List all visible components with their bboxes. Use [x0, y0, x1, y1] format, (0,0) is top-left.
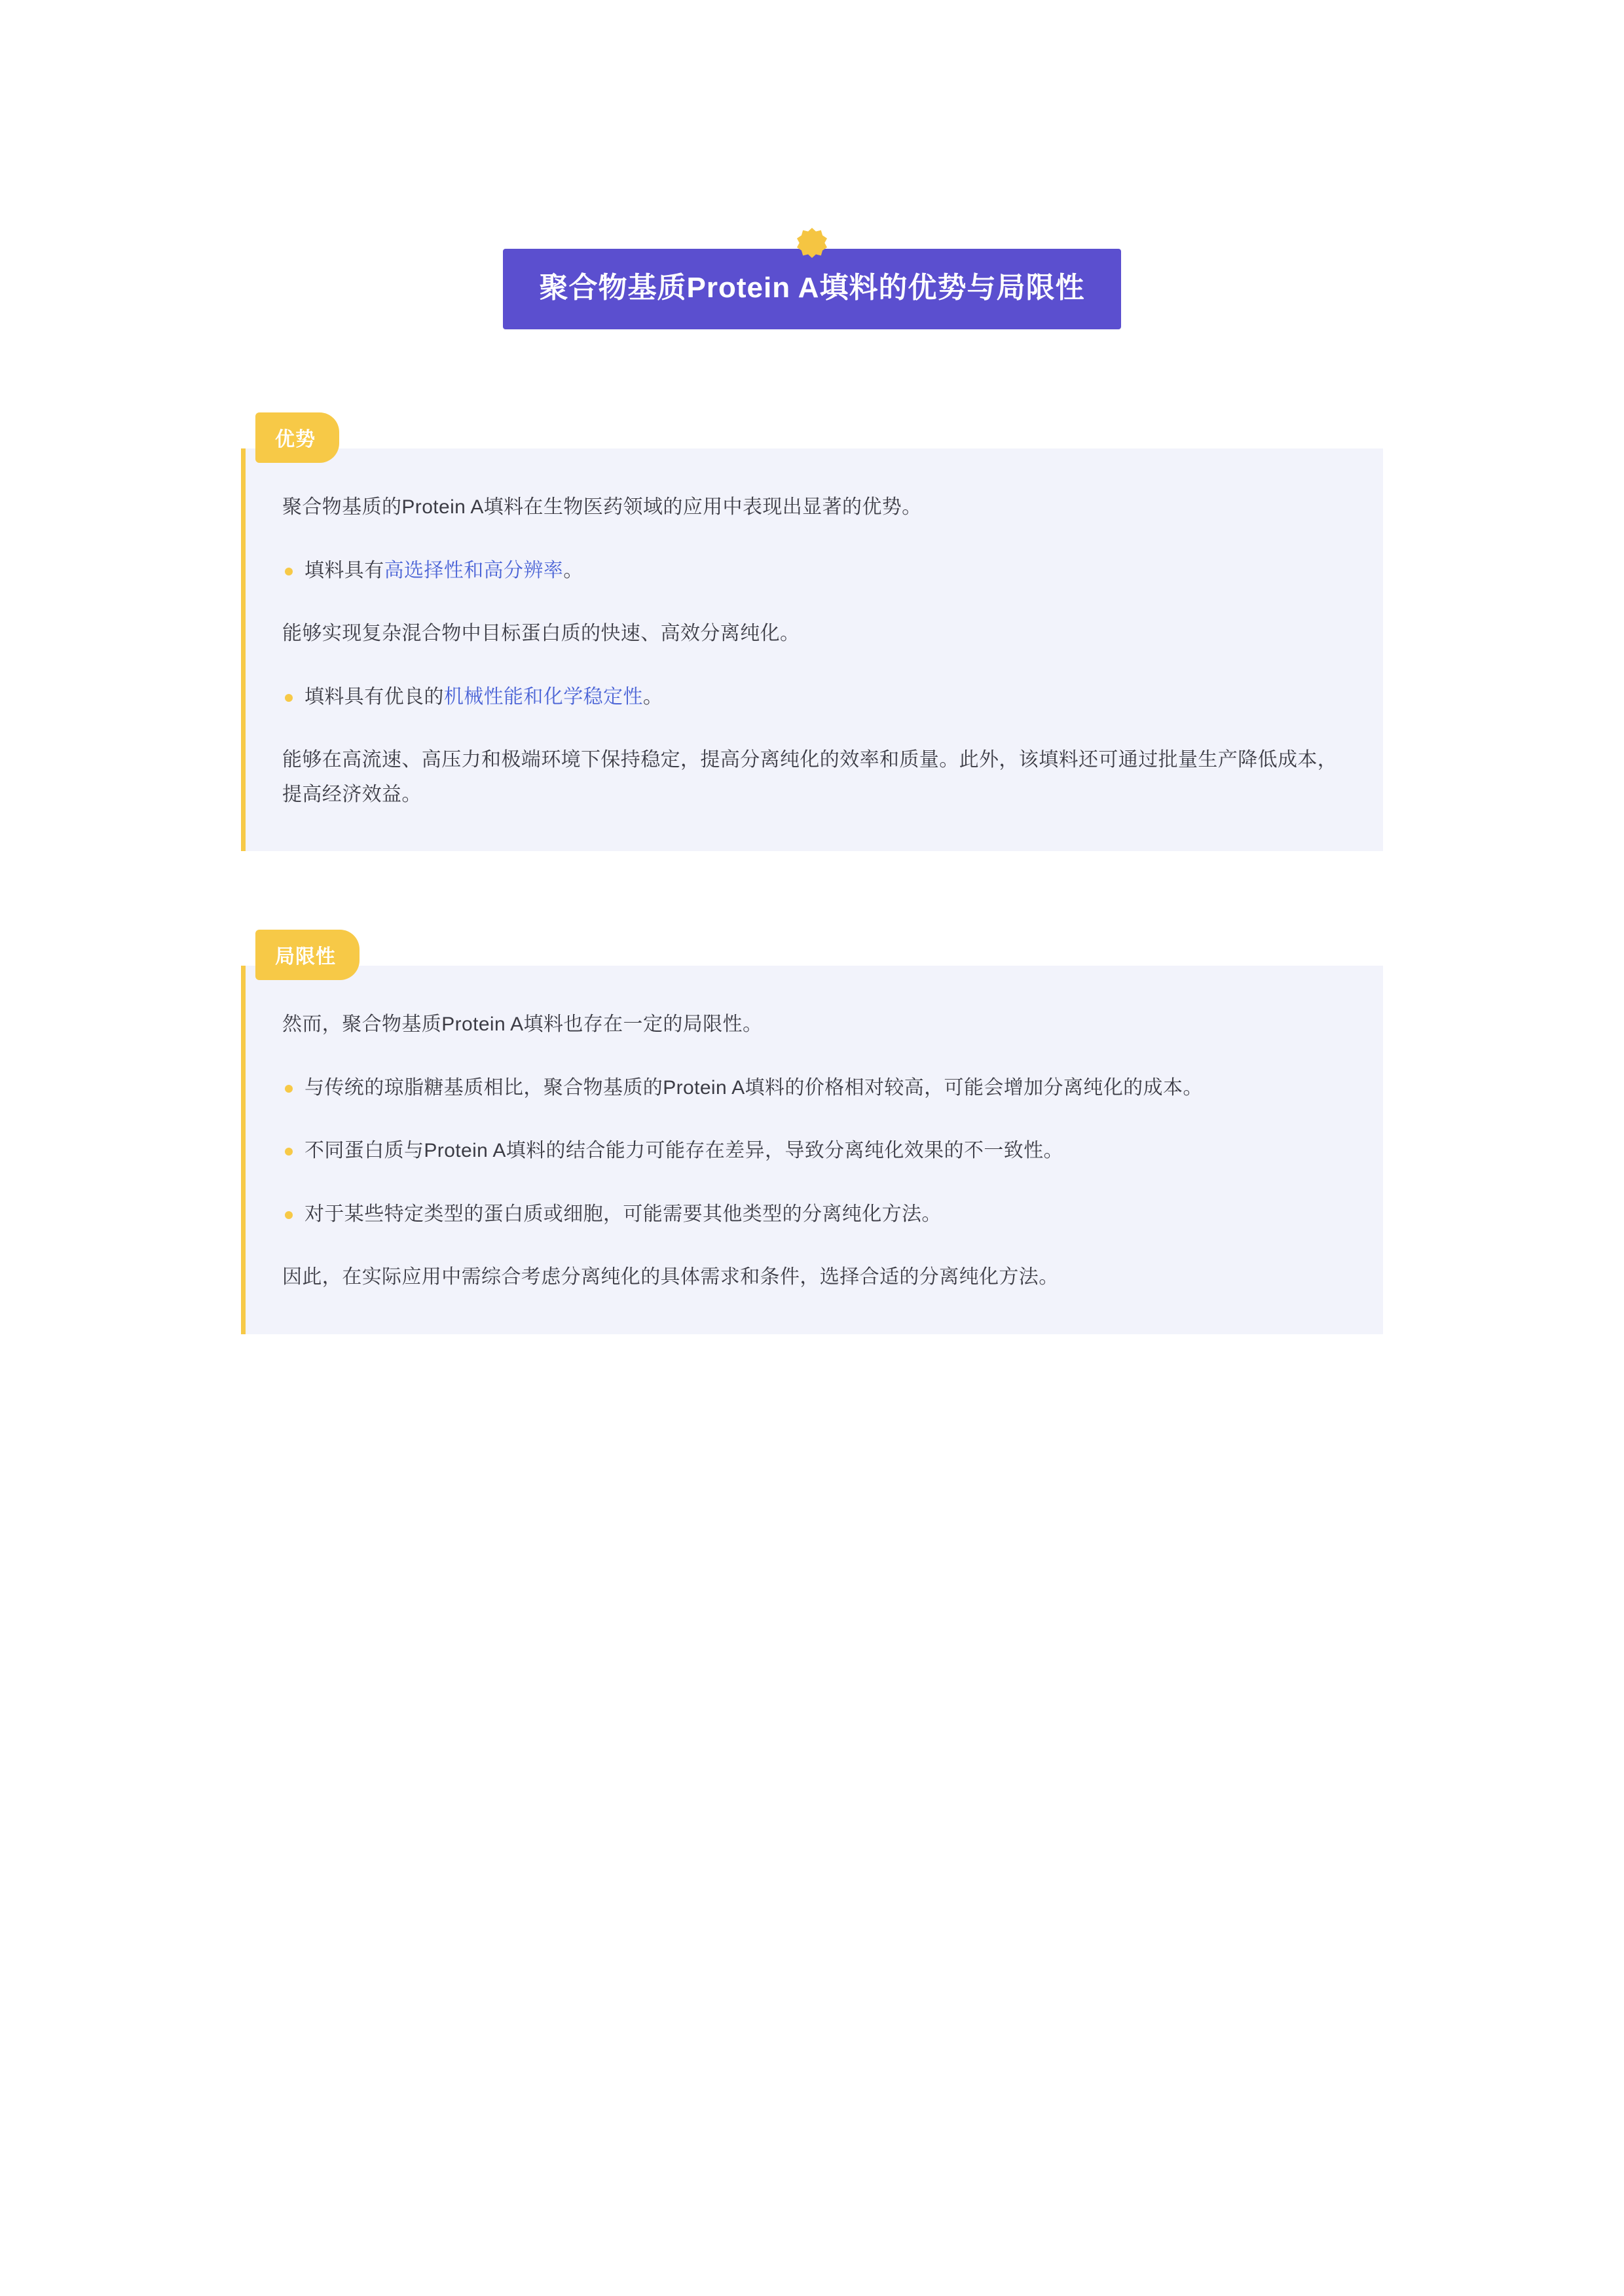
- bullet-paragraph: [282, 680, 1346, 715]
- section-limitations: [241, 930, 1383, 1334]
- body-text: 不同蛋白质与Protein A填料的结合能力可能存在差异，导致分离纯化效果的不一致性。: [304, 1140, 1063, 1161]
- bullet-paragraph: [282, 554, 1346, 589]
- title-block: [503, 249, 1122, 329]
- body-text: 能够在高流速、高压力和极端环境下保持稳定，提高分离纯化的效率和质量。此外，该填料还可通过批量生产降低成本，提高经济效益。: [282, 749, 1338, 805]
- star-badge-icon: [797, 228, 827, 258]
- body-text: 。: [642, 685, 663, 708]
- section-advantages: [241, 412, 1383, 851]
- bullet-dot-icon: [285, 568, 293, 575]
- section-tab-label: 局限性: [255, 930, 360, 980]
- bullet-dot-icon: [285, 1085, 293, 1093]
- bullet-paragraph: [282, 1197, 1346, 1232]
- body-text: 能够实现复杂混合物中目标蛋白质的快速、高效分离纯化。: [282, 623, 800, 644]
- paragraph: [282, 1260, 1346, 1295]
- section-body: [241, 966, 1383, 1334]
- paragraph: [282, 490, 1346, 525]
- section-body: [241, 448, 1383, 851]
- bullet-dot-icon: [285, 1211, 293, 1219]
- paragraph: [282, 743, 1346, 812]
- highlighted-text: 高选择性和高分辨率: [384, 559, 564, 581]
- body-text: 与传统的琼脂糖基质相比，聚合物基质的Protein A填料的价格相对较高，可能会增加分离纯化的成本。: [304, 1076, 1203, 1099]
- highlighted-text: 机械性能和化学稳定性: [443, 685, 643, 708]
- body-text: 然而，聚合物基质Protein A填料也存在一定的局限性。: [282, 1013, 763, 1035]
- paragraph: [282, 1008, 1346, 1042]
- paragraph: [282, 617, 1346, 651]
- bullet-dot-icon: [285, 694, 293, 702]
- body-text: 。: [563, 559, 583, 581]
- body-text: 对于某些特定类型的蛋白质或细胞，可能需要其他类型的分离纯化方法。: [304, 1203, 942, 1225]
- body-text: 聚合物基质的Protein A填料在生物医药领域的应用中表现出显著的优势。: [282, 496, 922, 518]
- section-tab-label: 优势: [255, 412, 339, 463]
- bullet-paragraph: [282, 1071, 1346, 1106]
- body-text: 填料具有优良的: [304, 685, 444, 708]
- bullet-dot-icon: [285, 1148, 293, 1156]
- body-text: 填料具有: [304, 559, 384, 581]
- bullet-paragraph: [282, 1134, 1346, 1169]
- body-text: 因此，在实际应用中需综合考虑分离纯化的具体需求和条件，选择合适的分离纯化方法。: [282, 1266, 1059, 1288]
- title-banner: [0, 249, 1624, 329]
- page-title: 聚合物基质Protein A填料的优势与局限性: [539, 272, 1085, 304]
